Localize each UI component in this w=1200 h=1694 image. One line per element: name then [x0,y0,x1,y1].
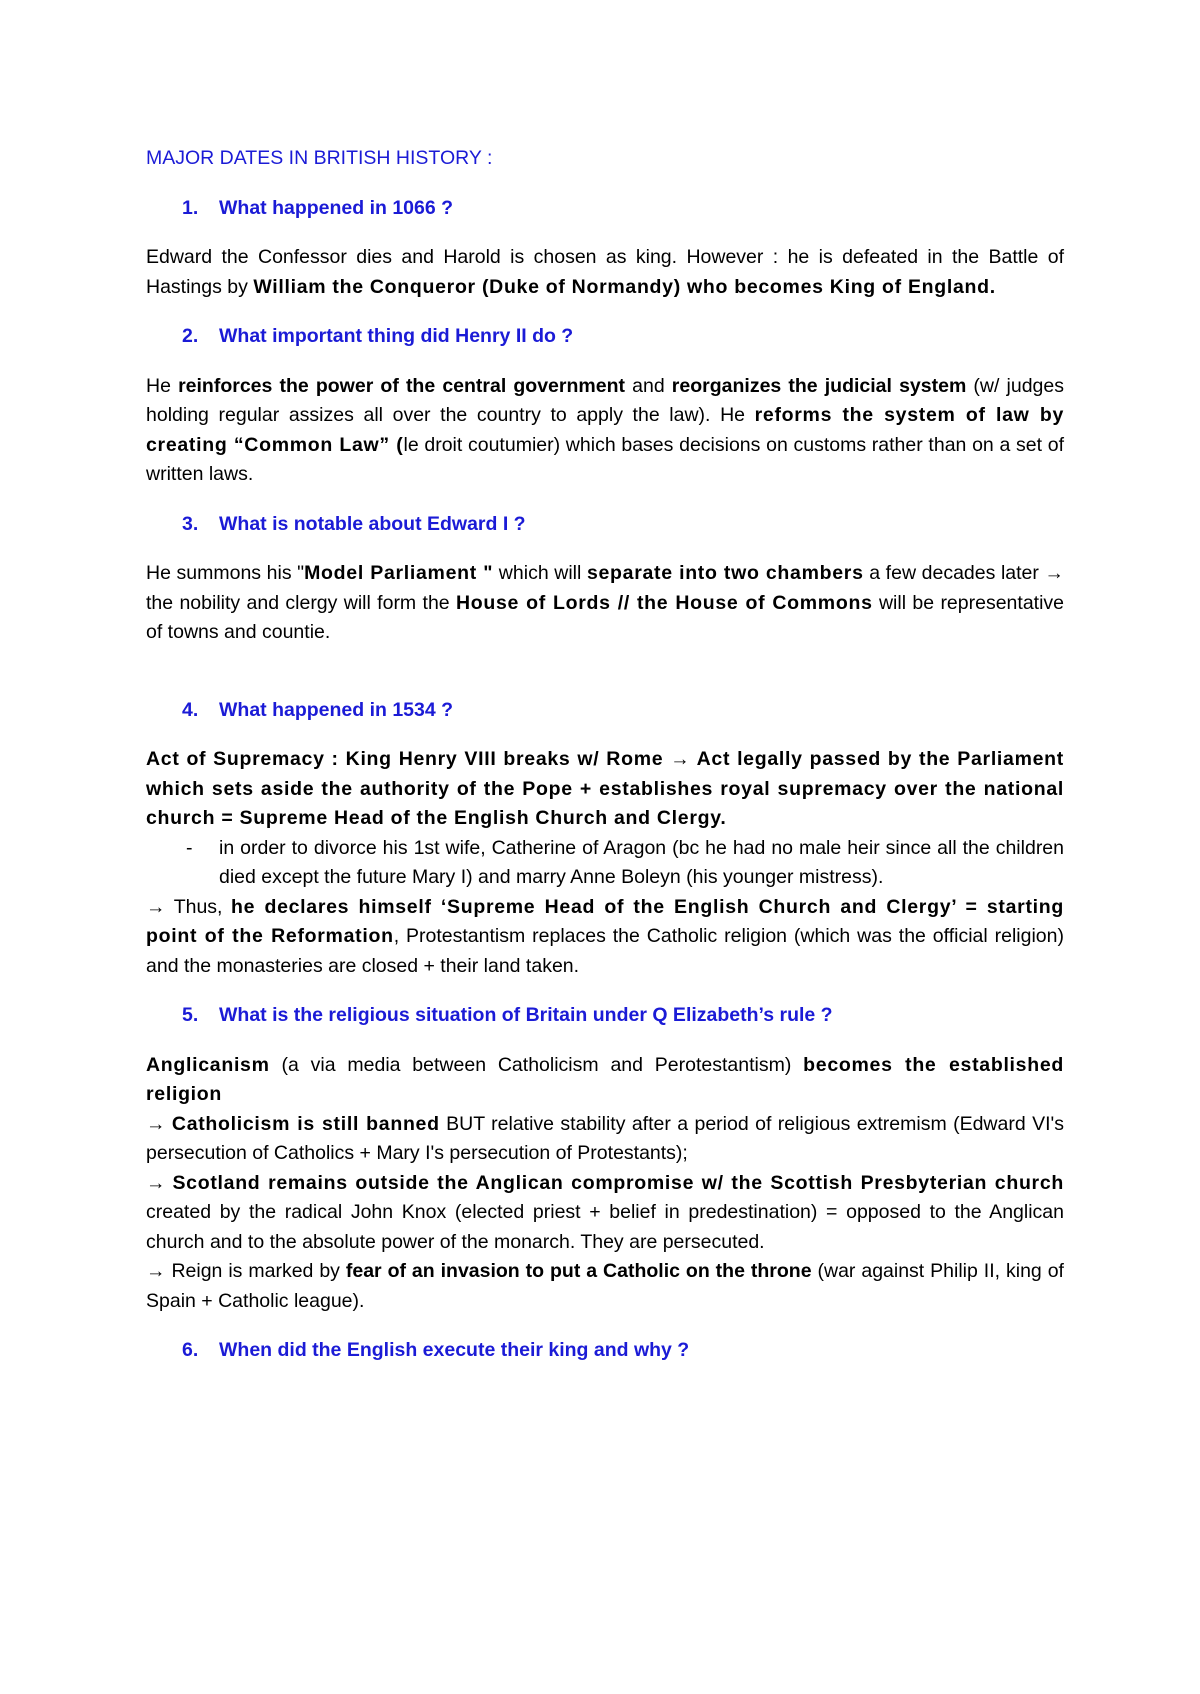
answer-4-conclusion [146,893,1064,982]
question-text: What is the religious situation of Britain under Q Elizabeth’s rule ? [219,1004,833,1026]
answer-text: and [625,374,672,397]
question-text: What is notable about Edward I ? [219,512,526,535]
answer-text: which will [493,562,587,584]
answer-2 [146,372,1064,490]
question-text: What important thing did Henry II do ? [219,325,574,347]
question-6 [146,1336,1064,1366]
answer-5a [146,1051,1064,1110]
question-text: When did the English execute their king and why ? [219,1339,690,1361]
answer-bold: Catholicism is still banned [171,1112,440,1135]
answer-3 [146,559,1064,648]
question-1 [146,194,1064,224]
answer-text: → [146,1112,172,1135]
answer-1 [146,243,1064,302]
answer-text: → Reign is marked by [146,1260,346,1282]
list-item [146,834,1064,893]
answer-text: → [146,1171,173,1194]
answer-text: → Thus, [146,895,232,918]
question-text: What happened in 1534 ? [219,698,454,721]
question-4 [146,696,1064,726]
answer-text: (a via media between Catholicism and Perotestantism) [269,1053,804,1076]
answer-bold: William the Conqueror (Duke of Normandy) who becomes King of England. [253,275,996,298]
answer-text: (war against Philip II, king of Spain + Catholic league). [146,1260,1064,1312]
question-5 [146,1001,1064,1031]
answer-5d [146,1257,1064,1316]
answer-bold: House of Lords // the House of Commons [455,591,873,614]
answer-text: a few decades later → the nobility and clergy will form the [146,562,1064,614]
answer-text: Edward the Confessor dies and Harold is chosen as king. However : he is defeated in the Battle of Hastings by [146,246,1064,298]
answer-4 [146,745,1064,834]
answer-bold: Anglicanism [146,1053,270,1076]
document-title: MAJOR DATES IN BRITISH HISTORY : [146,147,493,169]
question-number: 5. [182,1004,199,1026]
answer-bold: becomes the established religion [146,1053,1064,1105]
document-content [146,144,1064,1386]
spacer [146,668,1064,696]
answer-bold: Scotland remains outside the Anglican compromise w/ the Scottish Presbyterian church [172,1171,1065,1194]
question-number: 3. [182,512,199,535]
answer-bold: reforms the system of law by creating “Common Law” ( [146,404,1064,456]
answer-text: created by the radical John Knox (elected priest + belief in predestination) = opposed to the Anglican church and to the absolute power of the monarch. They are persecuted. [146,1201,1064,1253]
list-item-text: in order to divorce his 1st wife, Catherine of Aragon (bc he had no male heir since all the children died except the future Mary I) and marry Anne Boleyn (his younger mistress). [219,836,1064,888]
answer-text: , Protestantism replaces the Catholic religion (which was the official religion) and the monasteries are closed + their land taken. [146,925,1064,977]
answer-bold: Model Parliament " [304,562,494,584]
answer-bold: fear of an invasion to put a Catholic on the throne [345,1260,812,1282]
answer-bold: he declares himself ‘Supreme Head of the English Church and Clergy’ = starting point of the Reformation [146,895,1064,947]
answer-text: (w/ judges holding regular assizes all over the country to apply the law). He [146,374,1064,426]
dash-bullet: - [186,836,193,859]
answer-bold: reorganizes the judicial system [671,374,967,397]
answer-text: will be representative of towns and countie. [146,591,1065,643]
question-number: 6. [182,1339,199,1361]
answer-bold: separate into two chambers [586,562,864,584]
answer-5b [146,1110,1064,1169]
answer-bold: reinforces the power of the central government [178,374,625,397]
answer-text: He [146,374,179,397]
question-number: 2. [182,325,199,347]
question-number: 4. [182,698,199,721]
answer-text: He summons his " [146,562,305,584]
answer-text: le droit coutumier) which bases decisions on customs rather than on a set of written laws. [146,433,1064,485]
question-2 [146,322,1064,352]
question-number: 1. [182,196,199,219]
answer-text: BUT relative stability after a period of religious extremism (Edward VI's persecution of Catholics + Mary I's persecution of Protestants); [146,1112,1064,1164]
answer-5c [146,1169,1064,1258]
question-text: What happened in 1066 ? [219,196,454,219]
question-3 [146,510,1064,540]
answer-bold: Act of Supremacy : King Henry VIII breaks w/ Rome → Act legally passed by the Parliament which sets aside the authority of the Pope + establishes royal supremacy over the national church = Supreme Head of the English Church and Clergy. [146,748,1064,829]
